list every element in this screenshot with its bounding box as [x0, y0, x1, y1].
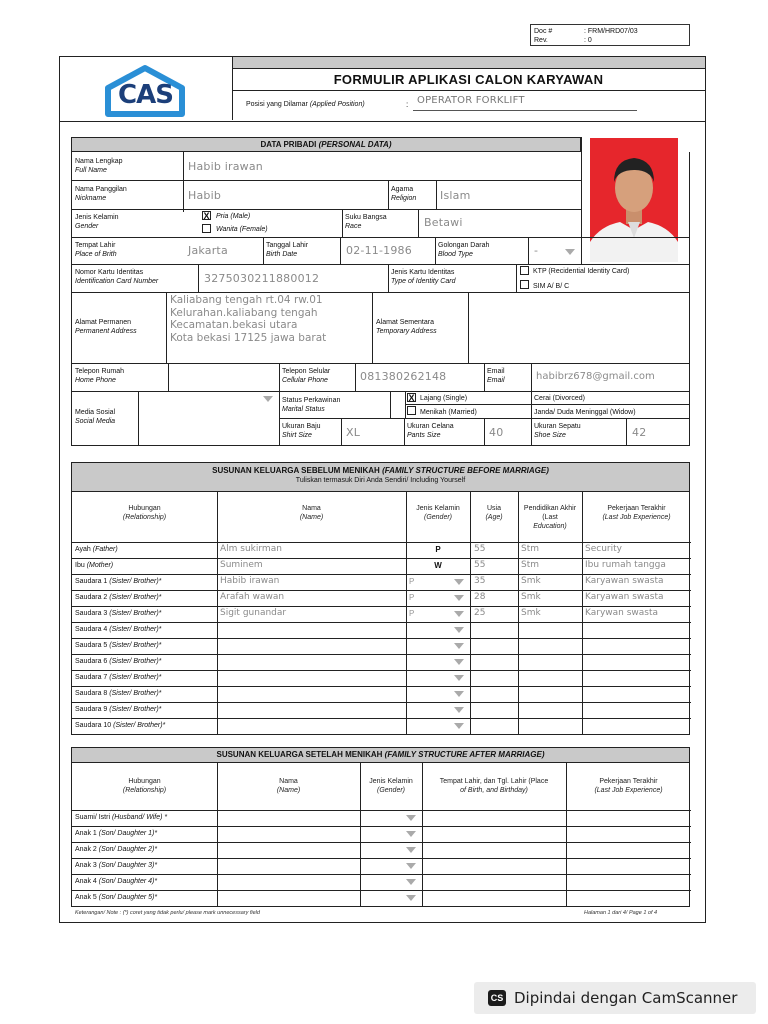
religion-label: Agama Religion: [391, 186, 417, 202]
permanent-address-label: Alamat Permanen Permanent Address: [75, 319, 137, 335]
member-name[interactable]: Suminem: [220, 560, 263, 570]
social-media-dropdown-icon[interactable]: [263, 396, 273, 402]
relationship-label: Ibu (Mother): [75, 562, 114, 569]
gender-dropdown-icon[interactable]: [454, 707, 464, 713]
gender-female-checkbox[interactable]: [202, 224, 211, 233]
full-name-value[interactable]: Habib irawan: [188, 160, 263, 173]
title-top-bar: [232, 57, 705, 69]
shoe-size-label: Ukuran Sepatu Shoe Size: [534, 423, 581, 439]
gender-dropdown-icon[interactable]: [454, 723, 464, 729]
relationship-label: Saudara 6 (Sister/ Brother)*: [75, 658, 162, 665]
member-job[interactable]: Karyawan swasta: [585, 592, 664, 602]
gender-male-label: Pria (Male): [216, 213, 251, 220]
page-number: Halaman 1 dari 4/ Page 1 of 4: [584, 910, 658, 916]
gender-dropdown-icon[interactable]: [406, 879, 416, 885]
fa-header-name: Nama (Name): [276, 778, 301, 794]
member-gender[interactable]: P: [409, 577, 415, 586]
member-gender[interactable]: P: [409, 609, 415, 618]
gender-dropdown-icon[interactable]: [406, 847, 416, 853]
table-row: [72, 590, 691, 606]
table-row: [72, 890, 691, 906]
rev-value: : 0: [584, 37, 592, 44]
relationship-label: Saudara 5 (Sister/ Brother)*: [75, 642, 162, 649]
marital-single-checkbox[interactable]: X: [408, 393, 415, 403]
fb-header-name: Nama (Name): [299, 505, 324, 521]
relationship-label: Anak 3 (Son/ Daughter 3)*: [75, 862, 158, 869]
member-name[interactable]: Arafah wawan: [220, 592, 285, 602]
cell-phone-label: Telepon Selular Cellular Phone: [282, 368, 331, 384]
camscanner-text: Dipindai dengan CamScanner: [514, 989, 738, 1007]
gender-male-checkbox[interactable]: X: [203, 211, 210, 221]
member-job[interactable]: Karywan swasta: [585, 608, 659, 618]
doc-label: Doc #: [534, 28, 553, 35]
relationship-label: Saudara 1 (Sister/ Brother)*: [75, 578, 162, 585]
id-ktp-label: KTP (Recidential Identity Card): [533, 268, 630, 275]
gender-dropdown-icon[interactable]: [454, 691, 464, 697]
fb-header-rel: Hubungan (Relationship): [122, 505, 167, 521]
pants-size-value[interactable]: 40: [489, 426, 504, 439]
table-row: [72, 638, 691, 654]
member-age[interactable]: 35: [474, 576, 486, 586]
relationship-label: Anak 2 (Son/ Daughter 2)*: [75, 846, 158, 853]
gender-dropdown-icon[interactable]: [406, 863, 416, 869]
fb-header-age: Usia (Age): [485, 505, 503, 521]
table-row: [72, 606, 691, 622]
camscanner-logo-icon: CS: [488, 990, 506, 1006]
position-colon: :: [406, 100, 409, 109]
id-type-label: Jenis Kartu Identitas Type of Identity Card: [391, 269, 456, 285]
position-label-group: [246, 101, 365, 108]
social-media-label: Media Sosial Social Media: [75, 409, 116, 425]
religion-value[interactable]: Islam: [440, 189, 471, 202]
member-education[interactable]: Stm: [521, 560, 540, 570]
blood-type-value[interactable]: -: [534, 244, 539, 257]
member-education[interactable]: Smk: [521, 576, 541, 586]
id-number-label: Nomor Kartu Identitas Identification Card Number: [75, 269, 159, 285]
fa-header-rel: Hubungan (Relationship): [122, 778, 167, 794]
birth-date-value[interactable]: 02-11-1986: [346, 244, 412, 257]
birth-place-label: Tempat Lahir Place of Brith: [75, 242, 117, 258]
table-row: [72, 718, 691, 734]
blood-type-label: Golongan Darah Blood Type: [438, 242, 490, 258]
family-after-table: [71, 763, 690, 907]
member-age[interactable]: 55: [474, 560, 486, 570]
position-label-en: (Applied Position): [309, 101, 365, 108]
fa-header-birth: Tempat Lahir, dan Tgl. Lahir (Place of Birth, and Birthday): [439, 778, 549, 794]
id-sim-label: SIM A/ B/ C: [533, 283, 570, 290]
pants-size-label: Ukuran Celana Pants Size: [407, 423, 454, 439]
race-label: Suku Bangsa Race: [345, 214, 387, 230]
member-age[interactable]: 55: [474, 544, 486, 554]
gender-dropdown-icon[interactable]: [454, 579, 464, 585]
shirt-size-label: Ukuran Baju Shirt Size: [282, 423, 321, 439]
table-row: [72, 654, 691, 670]
person-photo-icon: [590, 138, 678, 262]
shoe-size-value[interactable]: 42: [632, 426, 647, 439]
race-value[interactable]: Betawi: [424, 216, 463, 229]
home-phone-label: Telepon Rumah Home Phone: [75, 368, 125, 384]
member-age[interactable]: 28: [474, 592, 486, 602]
logo-text: CAS: [118, 80, 173, 110]
member-education[interactable]: Smk: [521, 592, 541, 602]
company-logo: [104, 64, 186, 120]
gender-dropdown-icon[interactable]: [406, 815, 416, 821]
table-row: [72, 622, 691, 638]
gender-dropdown-icon[interactable]: [454, 659, 464, 665]
family-after-header: SUSUNAN KELUARGA SETELAH MENIKAH (FAMILY STRUCTURE AFTER MARRIAGE): [71, 747, 690, 763]
gender-label: Jenis Kelamin Gender: [75, 214, 119, 230]
relationship-label: Suami/ Istri (Husband/ Wife) *: [75, 814, 168, 821]
position-value: OPERATOR FORKLIFT: [417, 95, 525, 106]
fa-header-job: Pekerjaan Terakhir (Last Job Experience): [594, 778, 663, 794]
member-name[interactable]: Sigit gunandar: [220, 608, 287, 618]
relationship-label: Anak 5 (Son/ Daughter 5)*: [75, 894, 158, 901]
email-label: Email Email: [487, 368, 505, 384]
relationship-label: Anak 4 (Son/ Daughter 4)*: [75, 878, 158, 885]
relationship-label: Ayah (Father): [75, 546, 118, 553]
table-row: [72, 574, 691, 590]
relationship-label: Saudara 9 (Sister/ Brother)*: [75, 706, 162, 713]
marital-divorced-label: Cerai (Divorced): [534, 395, 585, 402]
family-before-table: [71, 492, 690, 735]
shirt-size-value[interactable]: XL: [346, 426, 361, 439]
member-gender[interactable]: P: [435, 545, 441, 554]
table-row: [72, 686, 691, 702]
family-before-header: SUSUNAN KELUARGA SEBELUM MENIKAH (FAMILY STRUCTURE BEFORE MARRIAGE) Tuliskan termasuk Diri Anda Sendiri/ Including Yourself: [71, 462, 690, 492]
relationship-label: Saudara 4 (Sister/ Brother)*: [75, 626, 162, 633]
gender-dropdown-icon[interactable]: [454, 643, 464, 649]
birth-place-value[interactable]: Jakarta: [188, 244, 228, 257]
relationship-label: Saudara 8 (Sister/ Brother)*: [75, 690, 162, 697]
gender-dropdown-icon[interactable]: [454, 675, 464, 681]
id-ktp-checkbox[interactable]: [520, 266, 529, 275]
fa-header-gender: Jenis Kelamin (Gender): [369, 778, 413, 794]
relationship-label: Saudara 2 (Sister/ Brother)*: [75, 594, 162, 601]
fb-header-edu: Pendidikan Akhir (Last Education): [523, 505, 577, 530]
member-gender[interactable]: W: [434, 561, 442, 570]
email-value[interactable]: habibrz678@gmail.com: [536, 371, 655, 382]
gender-dropdown-icon[interactable]: [454, 627, 464, 633]
fb-header-gender: Jenis Kelamin (Gender): [416, 505, 460, 521]
nickname-label: Nama Panggilan Nickname: [75, 186, 127, 202]
full-name-label: Nama Lengkap Full Name: [75, 158, 123, 174]
camscanner-watermark: [474, 982, 756, 1014]
gender-dropdown-icon[interactable]: [406, 831, 416, 837]
table-row: [72, 810, 691, 826]
member-gender[interactable]: P: [409, 593, 415, 602]
table-row: [72, 558, 691, 574]
doc-number-box: [530, 24, 690, 46]
member-job[interactable]: Security: [585, 544, 622, 554]
table-row: [72, 874, 691, 890]
member-job[interactable]: Karyawan swasta: [585, 576, 664, 586]
temporary-address-label: Alamat Sementara Temporary Address: [376, 319, 437, 335]
birth-date-label: Tanggal Lahir Birth Date: [266, 242, 309, 258]
fb-header-job: Pekerjaan Terakhir (Last Job Experience): [602, 505, 671, 521]
cell-phone-value[interactable]: 081380262148: [360, 370, 447, 383]
permanent-address-value[interactable]: Kaliabang tengah rt.04 rw.01 Kelurahan.kaliabang tengah Kecamatan.bekasi utara Kota bekasi 17125 jawa barat: [170, 294, 327, 344]
gender-dropdown-icon[interactable]: [454, 595, 464, 601]
blood-type-dropdown-icon[interactable]: [565, 249, 575, 255]
gender-female-label: Wanita (Female): [216, 226, 268, 233]
member-education[interactable]: Stm: [521, 544, 540, 554]
table-row: [72, 702, 691, 718]
relationship-label: Anak 1 (Son/ Daughter 1)*: [75, 830, 158, 837]
member-job[interactable]: Ibu rumah tangga: [585, 560, 666, 570]
personal-data-header: DATA PRIBADI (PERSONAL DATA): [71, 137, 581, 152]
applicant-photo: [590, 138, 678, 262]
gender-dropdown-icon[interactable]: [406, 895, 416, 901]
id-number-value[interactable]: 3275030211880012: [204, 272, 320, 285]
member-name[interactable]: Habib irawan: [220, 576, 280, 586]
relationship-label: Saudara 3 (Sister/ Brother)*: [75, 610, 162, 617]
member-education[interactable]: Smk: [521, 608, 541, 618]
form-title: FORMULIR APLIKASI CALON KARYAWAN: [333, 72, 604, 87]
id-sim-checkbox[interactable]: [520, 280, 529, 289]
gender-dropdown-icon[interactable]: [454, 611, 464, 617]
marital-status-label: Status Perkawinan Marital Status: [282, 397, 341, 413]
relationship-label: Saudara 7 (Sister/ Brother)*: [75, 674, 162, 681]
marital-single-label: Lajang (Single): [420, 395, 468, 402]
member-age[interactable]: 25: [474, 608, 486, 618]
table-row: [72, 858, 691, 874]
table-row: [72, 670, 691, 686]
rev-label: Rev.: [534, 37, 548, 44]
marital-married-label: Menikah (Married): [420, 409, 477, 416]
table-row: [72, 826, 691, 842]
doc-value: : FRM/HRD07/03: [584, 28, 638, 35]
position-label: Posisi yang Dilamar: [246, 101, 308, 108]
relationship-label: Saudara 10 (Sister/ Brother)*: [75, 722, 166, 729]
table-row: [72, 542, 691, 558]
marital-married-checkbox[interactable]: [407, 406, 416, 415]
marital-widow-label: Janda/ Duda Meninggal (Widow): [534, 409, 636, 416]
nickname-value[interactable]: Habib: [188, 189, 222, 202]
table-row: [72, 842, 691, 858]
member-name[interactable]: Alm sukirman: [220, 544, 282, 554]
footer-note: Keterangan/ Note : (*) coret yang tidak perlu/ please mark unnecessary field: [75, 910, 260, 916]
